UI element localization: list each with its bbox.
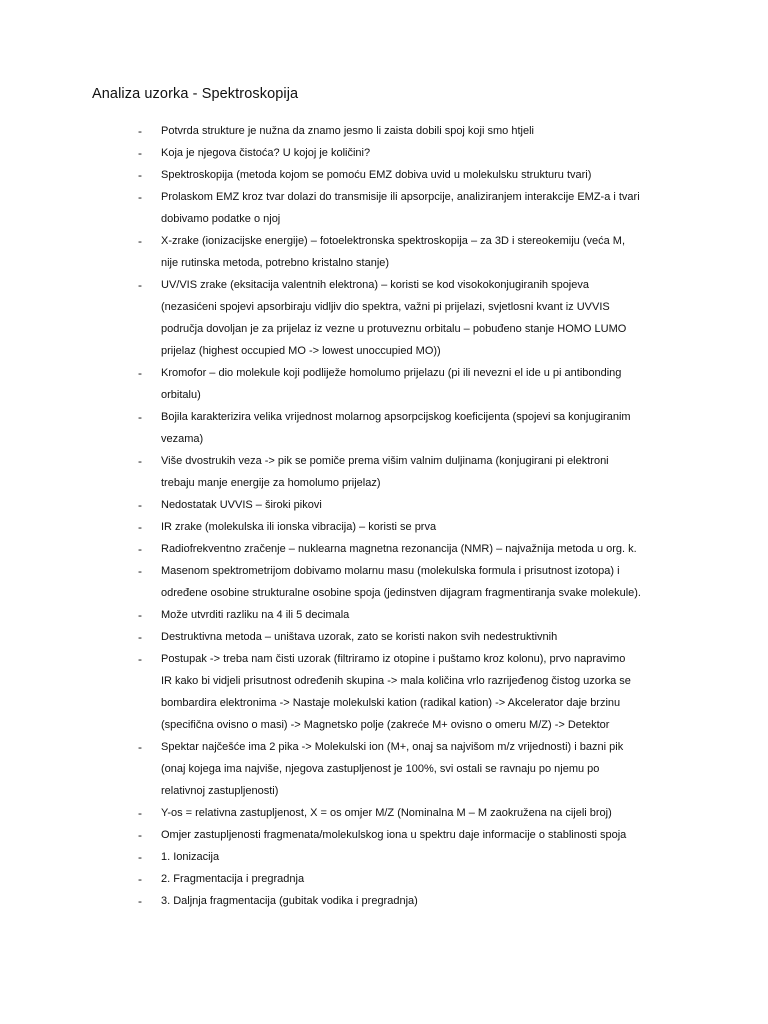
- bullet-dash: -: [138, 542, 142, 556]
- list-item: [0, 230, 768, 274]
- list-item-text: Destruktivna metoda – uništava uzorak, zato se koristi nakon svih nedestruktivnih: [161, 631, 558, 643]
- bullet-dash: -: [138, 850, 142, 864]
- bullet-dash: -: [138, 894, 142, 908]
- list-item: [0, 604, 768, 626]
- list-item-text: Y-os = relativna zastupljenost, X = os omjer M/Z (Nominalna M – M zaokružena na cijeli broj): [161, 807, 612, 819]
- bullet-dash: -: [138, 872, 142, 886]
- list-item-text: Nedostatak UVVIS – široki pikovi: [161, 499, 322, 511]
- bullet-dash: -: [138, 630, 142, 644]
- list-item-text: Više dvostrukih veza -> pik se pomiče prema višim valnim duljinama (konjugirani pi elektroni trebaju manje energije za homolumo prijelaz): [161, 455, 609, 489]
- list-item-text: Prolaskom EMZ kroz tvar dolazi do transmisije ili apsorpcije, analiziranjem interakcije EMZ-a i tvari dobivamo podatke o njoj: [161, 191, 640, 225]
- list-item-text: Masenom spektrometrijom dobivamo molarnu masu (molekulska formula i prisutnost izotopa) i određene osobine strukturalne osobine spoja (jedinstven dijagram fragmentiranja svake molekule).: [161, 565, 641, 599]
- bullet-dash: -: [138, 828, 142, 842]
- bullet-dash: -: [138, 410, 142, 424]
- bullet-dash: -: [138, 366, 142, 380]
- list-item: [0, 802, 768, 824]
- list-item-text: Koja je njegova čistoća? U kojoj je količini?: [161, 147, 371, 159]
- list-item-text: IR zrake (molekulska ili ionska vibracija) – koristi se prva: [161, 521, 437, 533]
- bullet-dash: -: [138, 652, 142, 666]
- list-item-text: Radiofrekventno zračenje – nuklearna magnetna rezonancija (NMR) – najvažnija metoda u org. k.: [161, 543, 637, 555]
- list-item: [0, 890, 768, 912]
- list-item-text: Omjer zastupljenosti fragmenata/molekulskog iona u spektru daje informacije o stablinosti spoja: [161, 829, 627, 841]
- list-item: [0, 516, 768, 538]
- list-item-text: 1. Ionizacija: [161, 851, 220, 863]
- list-item: [0, 186, 768, 230]
- list-item-text: Postupak -> treba nam čisti uzorak (filtriramo iz otopine i puštamo kroz kolonu), prvo napravimo IR kako bi vidjeli prisutnost određenih skupina -> mala količina vrlo razrijeđenog čistog uzorka se bombardira elektronima -> Nastaje molekulski kation (radikal kation) -> Akcelerator daje brzinu (specifična ovisno o masi) -> Magnetsko polje (zakreće M+ ovisno o omeru M/Z) -> Detektor: [161, 653, 631, 731]
- list-item: [0, 538, 768, 560]
- bullet-dash: -: [138, 498, 142, 512]
- bullet-dash: -: [138, 564, 142, 578]
- list-item: [0, 560, 768, 604]
- list-item: [0, 626, 768, 648]
- bullet-dash: -: [138, 520, 142, 534]
- bullet-dash: -: [138, 124, 142, 138]
- list-item: [0, 120, 768, 142]
- bullet-dash: -: [138, 168, 142, 182]
- list-item: [0, 648, 768, 736]
- list-item: [0, 406, 768, 450]
- bullet-dash: -: [138, 146, 142, 160]
- bullet-dash: -: [138, 454, 142, 468]
- list-item: [0, 450, 768, 494]
- bullet-dash: -: [138, 278, 142, 292]
- list-item-text: Spektar najčešće ima 2 pika -> Molekulski ion (M+, onaj sa najvišom m/z vrijednosti) i bazni pik (onaj kojega ima najviše, njegova zastupljenost je 100%, svi ostali se ravnaju po njemu po relativnoj zastupljenosti): [161, 741, 624, 797]
- bullet-dash: -: [138, 740, 142, 754]
- list-item-text: Spektroskopija (metoda kojom se pomoću EMZ dobiva uvid u molekulsku strukturu tvari): [161, 169, 592, 181]
- list-item: [0, 494, 768, 516]
- list-item: [0, 736, 768, 802]
- list-item: [0, 868, 768, 890]
- bullet-list: [0, 120, 768, 912]
- page-title: Analiza uzorka - Spektroskopija: [92, 86, 299, 102]
- list-item-text: Bojila karakterizira velika vrijednost molarnog apsorpcijskog koeficijenta (spojevi sa konjugiranim vezama): [161, 411, 631, 445]
- list-item: [0, 824, 768, 846]
- list-item-text: UV/VIS zrake (eksitacija valentnih elektrona) – koristi se kod visokokonjugiranih spojeva (nezasićeni spojevi apsorbiraju vidljiv dio spektra, važni pi prijelazi, svjetlosni kvant iz UVVIS područja dovoljan je za prijelaz iz vezne u protuveznu orbitalu – pobuđeno stanje HOMO LUMO prijelaz (highest occupied MO -> lowest unoccupied MO)): [161, 279, 627, 357]
- list-item-text: 2. Fragmentacija i pregradnja: [161, 873, 305, 885]
- list-item-text: Može utvrditi razliku na 4 ili 5 decimala: [161, 609, 350, 621]
- list-item-text: X-zrake (ionizacijske energije) – fotoelektronska spektroskopija – za 3D i stereokemiju (veća M, nije rutinska metoda, potrebno kristalno stanje): [161, 235, 626, 269]
- bullet-dash: -: [138, 608, 142, 622]
- list-item: [0, 164, 768, 186]
- list-item-text: 3. Daljnja fragmentacija (gubitak vodika i pregradnja): [161, 895, 418, 907]
- list-item: [0, 142, 768, 164]
- bullet-dash: -: [138, 190, 142, 204]
- bullet-dash: -: [138, 234, 142, 248]
- list-item-text: Potvrda strukture je nužna da znamo jesmo li zaista dobili spoj koji smo htjeli: [161, 125, 534, 137]
- bullet-dash: -: [138, 806, 142, 820]
- list-item: [0, 274, 768, 362]
- list-item: [0, 846, 768, 868]
- list-item-text: Kromofor – dio molekule koji podliježe homolumo prijelazu (pi ili nevezni el ide u pi antibonding orbitalu): [161, 367, 622, 401]
- list-item: [0, 362, 768, 406]
